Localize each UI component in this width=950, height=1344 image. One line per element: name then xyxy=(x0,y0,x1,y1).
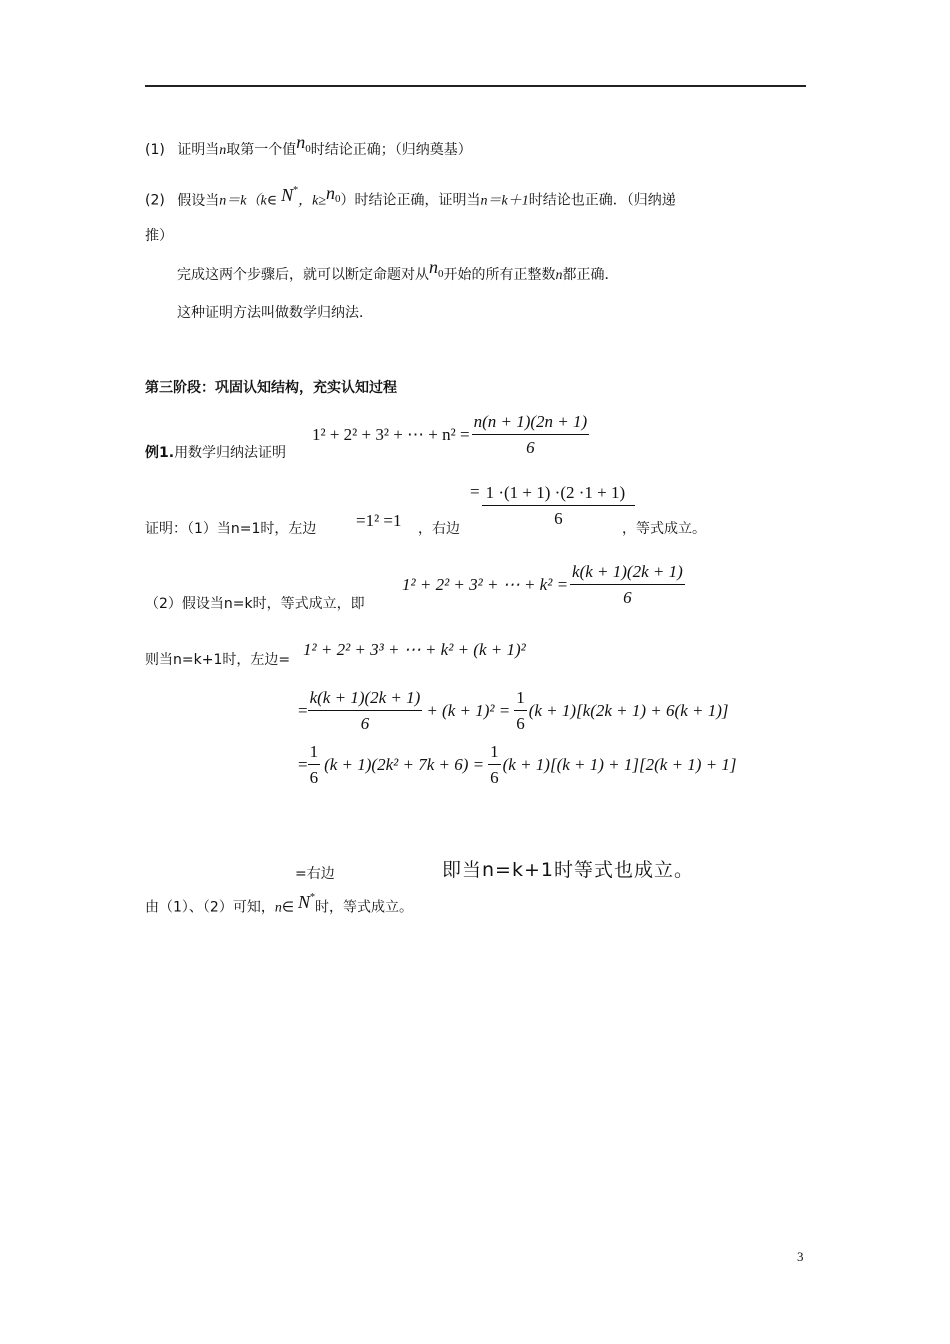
example-1 xyxy=(145,443,286,463)
eq: n＝k（k∈ xyxy=(219,193,278,209)
text: ，右边 xyxy=(418,521,460,537)
expr: + (k + 1)² = xyxy=(426,701,511,720)
text: ，等式成立。 xyxy=(622,521,706,537)
derivation-line-1 xyxy=(298,688,729,734)
expr: (k + 1)[(k + 1) + 1][2(k + 1) + 1] xyxy=(502,755,737,774)
denominator: 6 xyxy=(623,588,632,607)
text: 证明：（1）当n=1时，左边 xyxy=(145,521,317,537)
text: 取第一个值 xyxy=(226,142,297,158)
text: 时结论也正确．（归纳递 xyxy=(528,192,676,209)
text: 时结论正确；（归纳奠基） xyxy=(310,142,472,158)
derivation-line-2 xyxy=(298,742,737,788)
proof-step-2: （2）假设当n=k时，等式成立，即 xyxy=(145,596,365,612)
example-label: 例1. xyxy=(145,445,175,461)
lhs-value: =1² =1 xyxy=(356,511,402,530)
hypothesis-formula xyxy=(402,562,685,608)
numerator: k(k + 1)(2k + 1) xyxy=(308,688,423,711)
eq: n＝k＋1 xyxy=(480,193,529,209)
final-statement xyxy=(145,891,414,919)
denominator: 6 xyxy=(309,768,319,787)
denominator: 6 xyxy=(490,768,499,787)
expr: (k + 1)(2k² + 7k + 6) = xyxy=(324,755,485,774)
fraction xyxy=(488,742,501,788)
text: ，k≥ xyxy=(298,193,327,209)
numerator: n(n + 1)(2n + 1) xyxy=(472,412,590,435)
n0-symbol: n xyxy=(326,182,336,203)
text: 完成这两个步骤后，就可以断定命题对从 xyxy=(177,267,429,283)
text: 由（1）、（2）可知， xyxy=(145,899,275,916)
step-number: (2) xyxy=(145,192,165,209)
denominator: 6 xyxy=(516,714,525,733)
numerator: 1 xyxy=(308,742,321,765)
n0-symbol: n xyxy=(429,257,438,277)
text: 开始的所有正整数 xyxy=(443,267,556,283)
proof-step-3: 则当n=k+1时，左边= xyxy=(145,652,291,668)
text: 证明当 xyxy=(177,142,220,158)
text: 假设当 xyxy=(177,192,220,209)
var: n xyxy=(219,143,227,158)
equals: = xyxy=(298,755,308,774)
step-2-continuation: 推） xyxy=(145,228,173,244)
rhs-formula xyxy=(470,483,635,529)
denominator: 6 xyxy=(526,438,535,457)
sub: 0 xyxy=(305,142,311,155)
denominator: 6 xyxy=(554,509,563,528)
equals: = xyxy=(470,482,480,501)
text: ）时结论正确，证明当 xyxy=(340,192,481,209)
fraction xyxy=(514,688,527,734)
lhs-expression: 1² + 2² + 3³ + ⋯ + k² + (k + 1)² xyxy=(303,640,526,659)
page-number: 3 xyxy=(797,1249,804,1264)
example-formula xyxy=(312,412,589,458)
equals: = xyxy=(298,701,308,720)
paragraph-1 xyxy=(177,257,619,290)
section-title: 第三阶段：巩固认知结构，充实认知过程 xyxy=(145,380,397,396)
denominator: 6 xyxy=(360,714,370,733)
fraction xyxy=(308,688,423,734)
paragraph-2: 这种证明方法叫做数学归纳法． xyxy=(177,305,373,321)
expr: (k + 1)[k(2k + 1) + 6(k + 1)] xyxy=(528,701,729,720)
sub: 0 xyxy=(438,267,444,280)
step-2 xyxy=(145,182,676,215)
fraction xyxy=(482,483,636,529)
sup: * xyxy=(293,185,299,196)
var: n xyxy=(555,268,563,283)
fraction xyxy=(472,412,590,458)
step-number: (1) xyxy=(145,142,165,158)
step-1 xyxy=(145,132,472,165)
formula-lhs: 1² + 2² + 3² + ⋯ + n² = xyxy=(312,425,470,444)
numerator: 1 xyxy=(488,742,501,765)
numerator: k(k + 1)(2k + 1) xyxy=(570,562,685,585)
N-symbol: N xyxy=(298,891,311,912)
var: n xyxy=(274,900,282,916)
N-symbol: N xyxy=(281,184,294,205)
sup: * xyxy=(310,892,316,903)
text: 都正确． xyxy=(562,267,619,283)
proof-step-1 xyxy=(145,519,316,539)
header-rule xyxy=(145,85,806,87)
formula-lhs: 1² + 2² + 3² + ⋯ + k² = xyxy=(402,575,569,594)
numerator: 1 ·(1 + 1) ·(2 ·1 + 1) xyxy=(482,483,636,506)
right-side-label: =右边 xyxy=(295,866,335,882)
fraction xyxy=(570,562,685,608)
text: 时，等式成立。 xyxy=(315,899,414,916)
text: ∈ xyxy=(281,899,295,916)
numerator: 1 xyxy=(514,688,527,711)
sub: 0 xyxy=(335,193,341,206)
text: 用数学归纳法证明 xyxy=(174,445,287,461)
conclusion: 即当n=k+1时等式也成立。 xyxy=(442,859,694,881)
n0-symbol: n xyxy=(296,132,306,152)
fraction xyxy=(308,742,321,788)
